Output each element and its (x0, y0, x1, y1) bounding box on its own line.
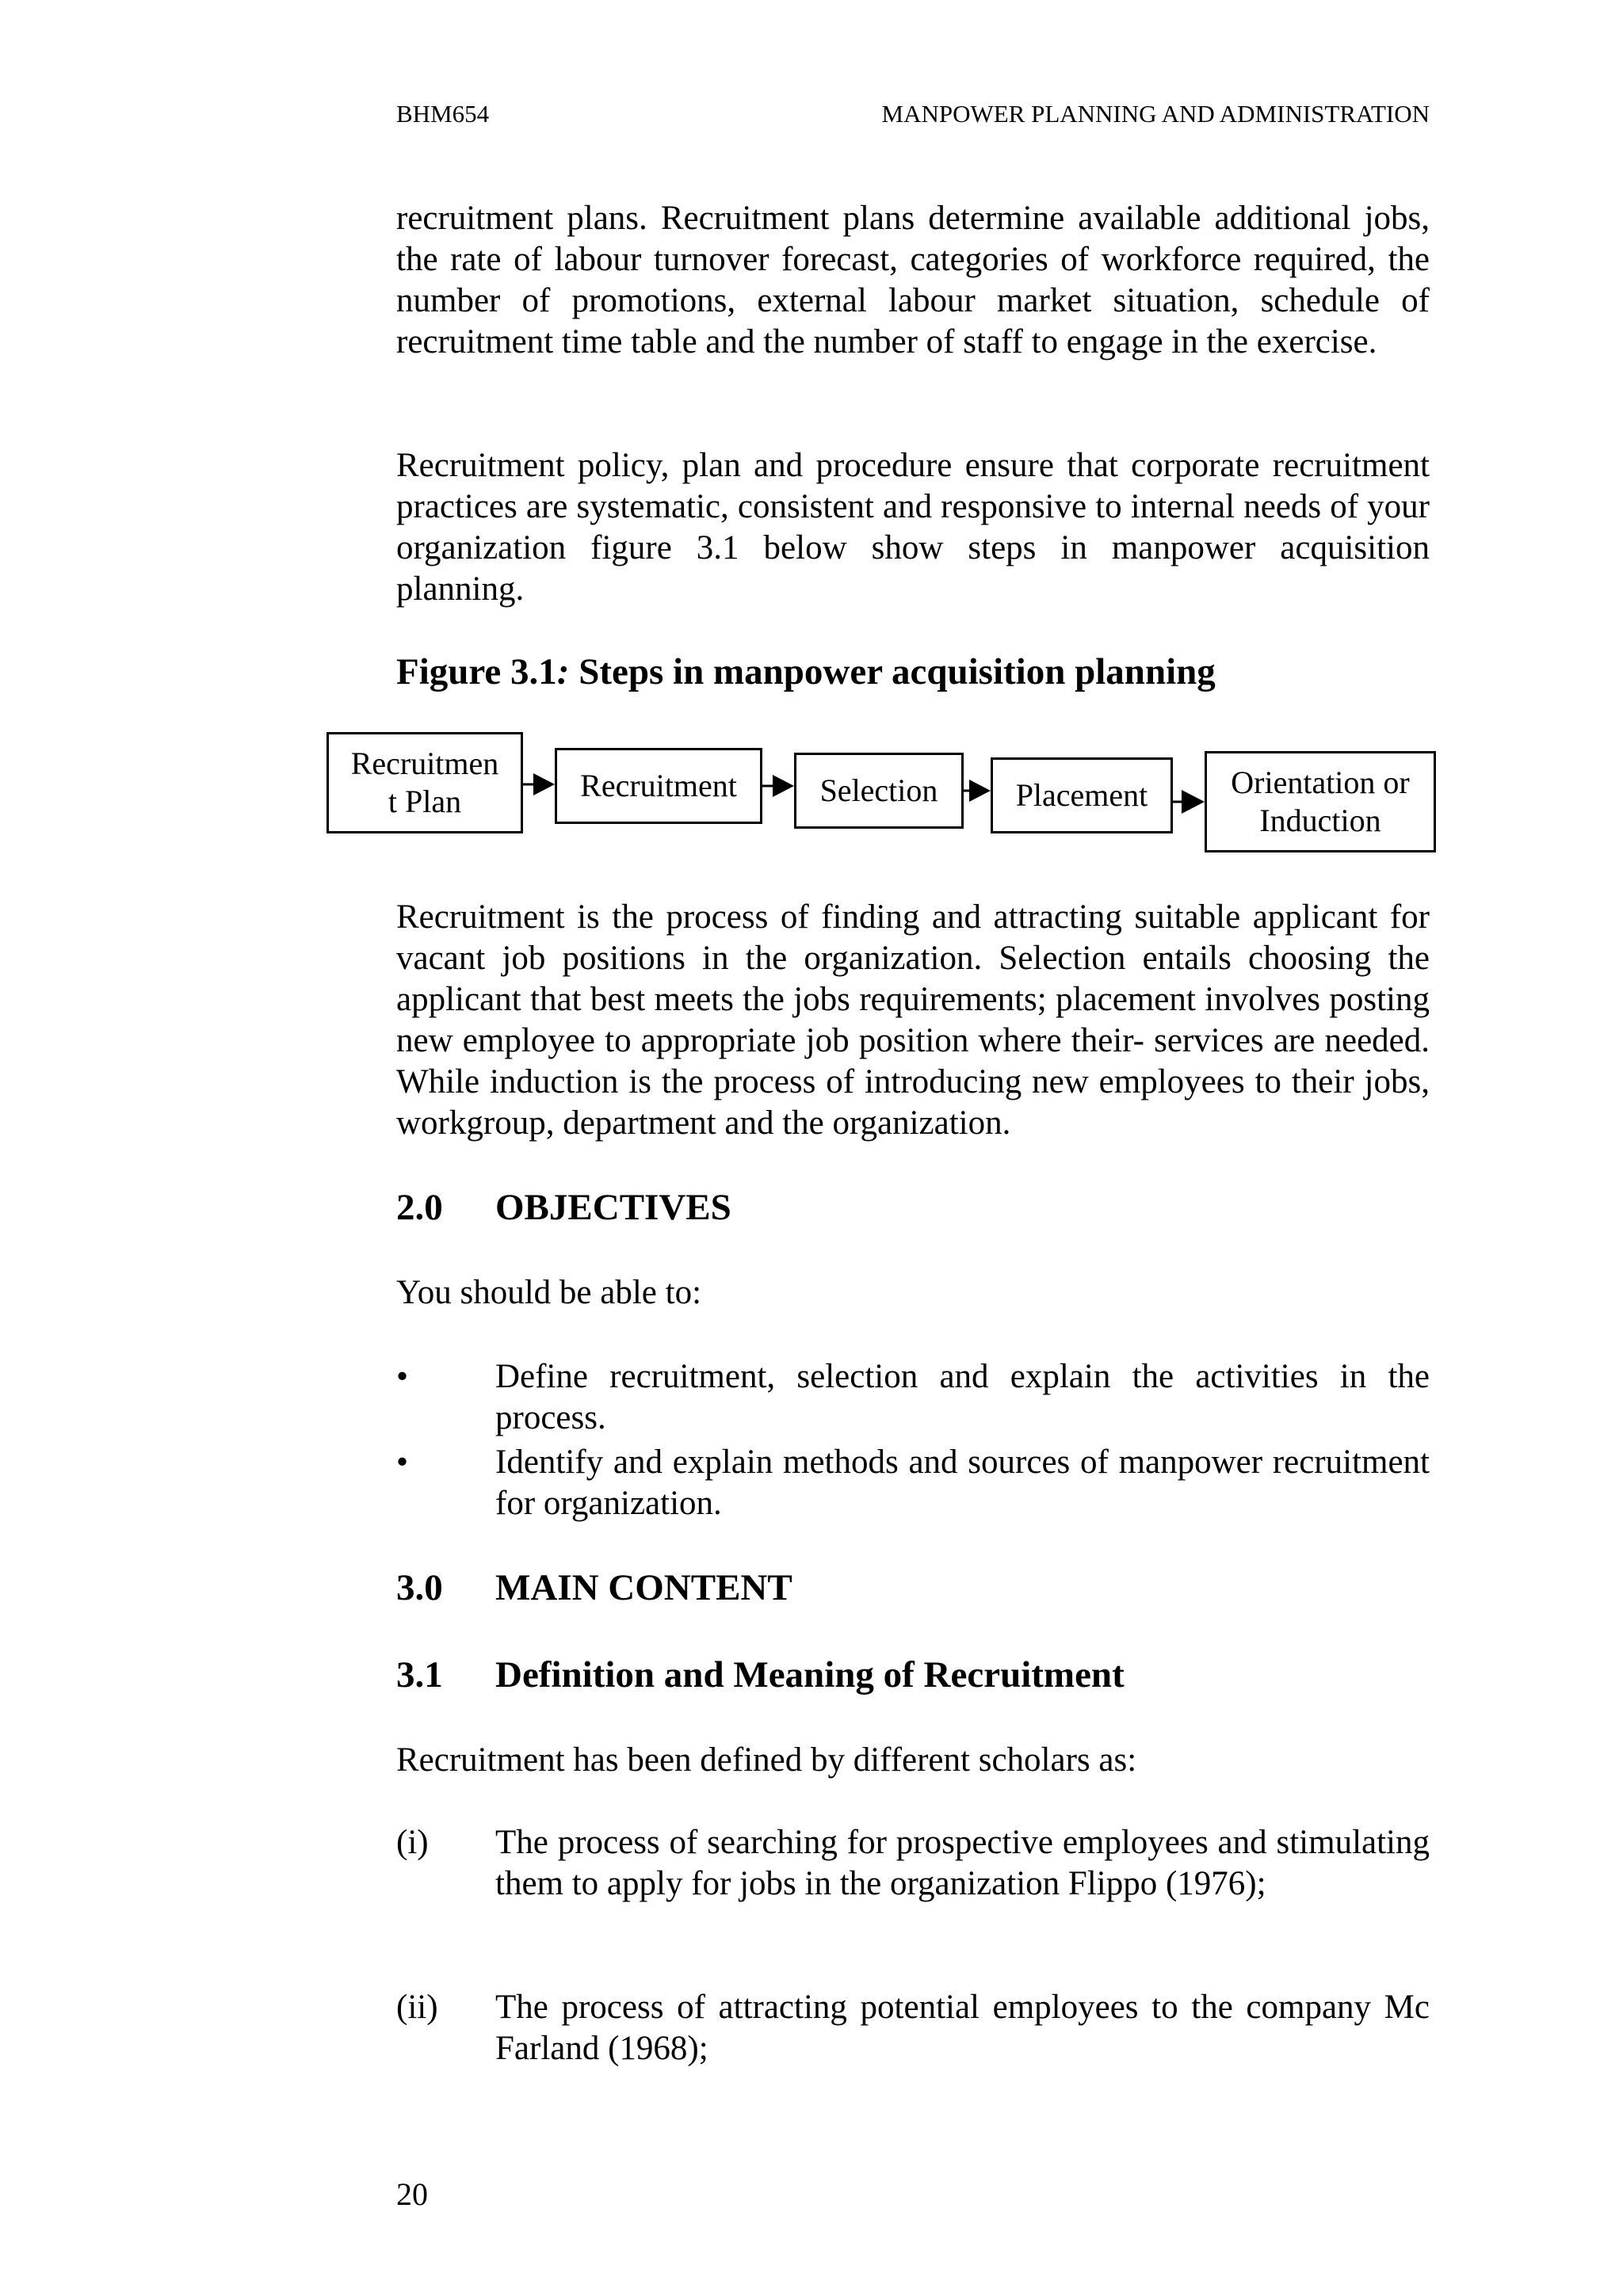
step-recruitment-label: Recruitment (580, 768, 737, 803)
definition-1-text: The process of searching for prospective employees and stimulating them to apply for jobs in the organization Flippo (1976); (495, 1824, 1430, 1902)
section-3-1-heading (396, 1653, 1125, 1697)
step-placement-box (991, 757, 1173, 833)
bullet-icon: • (396, 1444, 409, 1481)
page-number: 20 (396, 2176, 428, 2212)
step-orientation-box (1205, 751, 1436, 852)
paragraph-3-block (396, 897, 1430, 1144)
step-placement-label: Placement (1015, 777, 1148, 813)
main-content-number: 3.0 (396, 1567, 443, 1608)
arrow-recruitment-to-selection (762, 775, 794, 797)
step-recruitment-plan-line2: t Plan (388, 784, 462, 819)
figure-colon: : (556, 651, 570, 692)
section-3-1-title: Definition and Meaning of Recruitment (495, 1654, 1125, 1695)
paragraph-2-block (396, 445, 1430, 610)
objectives-intro: You should be able to: (396, 1274, 702, 1311)
paragraph-recruitment-definition: Recruitment is the process of finding and attracting suitable applicant for vacant job positions in the organization. Selection entails choosing the applicant that best meets the jobs requirements; placement involves posting new employee to appropriate job position where their- services are needed. While induction is the process of introducing new employees to their jobs, workgroup, department and the organization. (396, 898, 1430, 1142)
bullet-icon: • (396, 1358, 409, 1395)
step-orientation-line2: Induction (1259, 803, 1381, 838)
list-item (396, 1356, 1430, 1439)
header-course-code: BHM654 (396, 100, 490, 128)
header-course-title: MANPOWER PLANNING AND ADMINISTRATION (881, 100, 1430, 128)
step-recruitment-plan-line1: Recruitmen (350, 746, 499, 781)
step-recruitment-box (555, 748, 762, 824)
objective-1: Define recruitment, selection and explain the activities in the process. (495, 1358, 1430, 1436)
section-3-1-number: 3.1 (396, 1654, 443, 1695)
definition-1-marker: (i) (396, 1824, 429, 1861)
paragraph-1-block (396, 198, 1430, 363)
section-3-1-intro-block (396, 1740, 1430, 1781)
list-item (396, 1442, 1430, 1524)
objective-2: Identify and explain methods and sources of manpower recruitment for organization. (495, 1444, 1430, 1522)
arrow-selection-to-placement (964, 780, 991, 802)
step-orientation-line1: Orientation or (1231, 765, 1410, 800)
step-selection-label: Selection (819, 772, 938, 808)
section-3-1-intro: Recruitment has been defined by different scholars as: (396, 1741, 1137, 1779)
list-item (396, 1987, 1430, 2069)
step-selection-box (794, 753, 964, 829)
step-recruitment-plan-box (327, 732, 523, 833)
arrow-plan-to-recruitment (523, 773, 555, 795)
definition-2-marker: (ii) (396, 1989, 438, 2026)
objectives-title: OBJECTIVES (495, 1187, 731, 1228)
figure-label: Figure 3.1 (396, 651, 557, 692)
figure-title (396, 650, 1216, 694)
figure-caption: Steps in manpower acquisition planning (569, 651, 1216, 692)
definition-2-text: The process of attracting potential employees to the company Mc Farland (1968); (495, 1989, 1430, 2067)
paragraph-recruitment-plans: recruitment plans. Recruitment plans determine available additional jobs, the rate of labour turnover forecast, categories of workforce required, the number of promotions, external labour market situation, schedule of recruitment time table and the number of staff to engage in the exercise. (396, 200, 1430, 360)
arrow-placement-to-orientation (1173, 790, 1205, 814)
main-content-title: MAIN CONTENT (495, 1567, 792, 1608)
main-content-heading (396, 1566, 792, 1610)
objectives-number: 2.0 (396, 1187, 443, 1228)
objectives-heading (396, 1185, 731, 1230)
paragraph-recruitment-policy: Recruitment policy, plan and procedure ensure that corporate recruitment practices are systematic, consistent and responsive to internal needs of your organization figure 3.1 below show steps in manpower acquisition planning. (396, 447, 1430, 608)
list-item (396, 1822, 1430, 1946)
objectives-intro-block (396, 1272, 1430, 1314)
